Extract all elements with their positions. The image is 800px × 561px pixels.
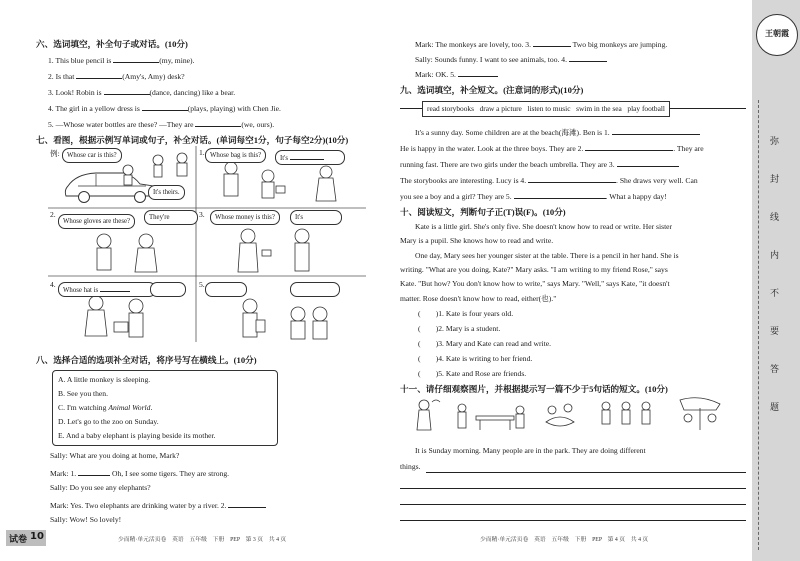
- dialogue-line-1: Sally: What are you doing at home, Mark?: [50, 451, 180, 460]
- q4-bubble-answer[interactable]: [150, 282, 186, 297]
- section-6-title: 六、选词填空，补全句子或对话。(10分): [36, 39, 188, 49]
- q5-number: 5.: [199, 280, 205, 289]
- s11-prompt-line-2: things.: [400, 462, 421, 471]
- s6-item-3: 3. Look! Robin is (dance, dancing) like a bear.: [48, 88, 236, 97]
- q1-number: 1.: [199, 148, 205, 157]
- writing-line-1[interactable]: [426, 472, 746, 473]
- s9-line-1: It's a sunny day. Some children are at the beach(海滩). Ben is 1.: [415, 126, 700, 138]
- right-footer: 少而精·单元活页卷 英语 五年级 下册 PEP 第 4 页 共 4 页: [480, 537, 649, 543]
- seal-sidebar: [752, 0, 800, 561]
- q1-bubble-answer[interactable]: It's: [275, 150, 345, 165]
- s10-para-1: Kate is a little girl. She's only five. She doesn't know how to read or write. Her sister: [415, 222, 673, 231]
- logo-seal: 王朝霞: [756, 14, 798, 56]
- example-label: 例:: [50, 149, 60, 158]
- dialogue-line-7: Sally: Sounds funny. I want to see animals, too. 4.: [415, 53, 607, 64]
- s10-para-2: Mary is a pupil. She knows how to read and write.: [400, 236, 554, 245]
- section-11-title: 十一、请仔细观察图片，并根据提示写一篇不少于5句话的短文。(10分): [400, 384, 668, 394]
- car-illustration: [65, 173, 157, 203]
- seal-dashed-line: [758, 100, 759, 550]
- writing-line-2[interactable]: [400, 488, 746, 489]
- s9-line-3: running fast. There are two girls under the beach umbrella. They are 3.: [400, 158, 679, 169]
- left-footer: 少而精·单元活页卷 英语 五年级 下册 PEP 第 3 页 共 4 页: [118, 537, 287, 543]
- answer-blank[interactable]: [612, 126, 700, 135]
- q5-bubble-answer[interactable]: [290, 282, 340, 297]
- answer-blank[interactable]: [113, 54, 159, 63]
- q2-bubble-answer[interactable]: They're: [144, 210, 198, 225]
- answer-blank[interactable]: [514, 190, 606, 199]
- s10-para-4: writing. "What are you doing, Kate?" Mary asks. "I am writing to my friend Rose," says: [400, 265, 668, 274]
- tf-item-4[interactable]: ( )4. Kate is writing to her friend.: [418, 354, 533, 363]
- s9-line-2: He is happy in the water. Look at the three boys. They are 2. . They are: [400, 144, 704, 153]
- q1-bubble-question: Whose bag is this?: [205, 148, 266, 163]
- q3-bubble-question: Whose money is this?: [210, 210, 280, 225]
- word-option-1: read storybooks draw a picture listen to music swim in the sea play football: [422, 101, 670, 117]
- q2-bubble-question: Whose gloves are these?: [58, 214, 135, 229]
- section-8-title: 八、选择合适的选项补全对话，将序号写在横线上。(10分): [36, 355, 257, 365]
- s9-line-5: you see a boy and a girl? They are 5. . What a happy day!: [400, 192, 667, 201]
- q2-number: 2.: [50, 210, 56, 219]
- q3-number: 3.: [199, 210, 205, 219]
- tf-item-3[interactable]: ( )3. Mary and Kate can read and write.: [418, 339, 552, 348]
- answer-blank[interactable]: [528, 174, 616, 183]
- tf-item-5[interactable]: ( )5. Kate and Rose are friends.: [418, 369, 527, 378]
- s10-para-6: matter. Rose doesn't know how to read, either(也).": [400, 294, 557, 303]
- section-10-title: 十、阅读短文，判断句子正(T)误(F)。(10分): [400, 207, 566, 217]
- right-page: [400, 0, 752, 561]
- answer-blank[interactable]: [569, 53, 607, 62]
- seal-char-5: 不: [770, 289, 780, 299]
- answer-blank[interactable]: [228, 499, 266, 508]
- option-d: D. Let's go to the zoo on Sunday.: [58, 417, 159, 426]
- panel4-people: [85, 296, 143, 337]
- dialogue-line-5: Sally: Wow! So lovely!: [50, 515, 122, 524]
- dialogue-line-6: Mark: The monkeys are lovely, too. 3. Two big monkeys are jumping.: [415, 40, 668, 49]
- example-bubble-answer: It's theirs.: [148, 185, 185, 200]
- s10-para-3: One day, Mary sees her younger sister at the table. There is a pencil in her hand. She is: [415, 251, 679, 260]
- tf-item-1[interactable]: ( )1. Kate is four years old.: [418, 309, 514, 318]
- dialogue-line-8: Mark: OK. 5.: [415, 68, 498, 79]
- q3-bubble-answer[interactable]: It's: [290, 210, 342, 225]
- dialogue-line-2: Mark: 1. Oh, I see some tigers. They are strong.: [50, 469, 230, 478]
- answer-blank[interactable]: [195, 118, 241, 127]
- s6-item-5: 5. —Whose water bottles are these? —They are (we, ours).: [48, 120, 275, 129]
- option-b: B. See you then.: [58, 389, 108, 398]
- paper-badge: 试卷 10: [6, 530, 46, 546]
- dialogue-line-3: Sally: Do you see any elephants?: [50, 483, 151, 492]
- answer-blank[interactable]: [533, 38, 571, 47]
- seal-char-8: 题: [770, 403, 780, 413]
- writing-line-4[interactable]: [400, 520, 746, 521]
- answer-blank[interactable]: [617, 158, 679, 167]
- example-bubble-question: Whose car is this?: [62, 148, 122, 163]
- s6-item-2: 2. Is that (Amy's, Amy) desk?: [48, 72, 185, 81]
- seal-char-3: 线: [770, 213, 780, 223]
- seal-char-6: 要: [770, 327, 780, 337]
- answer-blank[interactable]: [76, 70, 122, 79]
- s9-line-4: The storybooks are interesting. Lucy is 4. . She draws very well. Can: [400, 176, 698, 185]
- seal-char-4: 内: [770, 251, 780, 261]
- seal-char-1: 弥: [770, 137, 780, 147]
- picture-grid-lines: [36, 146, 396, 346]
- dialogue-line-4: Mark: Yes. Two elephants are drinking water by a river. 2.: [50, 499, 266, 510]
- panel3-people: [238, 229, 309, 272]
- section-9-title: 九、选词填空，补全短文。(注意词的形式)(10分): [400, 85, 584, 95]
- park-scene-illustrations: [410, 396, 750, 438]
- q4-bubble-question[interactable]: Whose hat is: [58, 282, 156, 297]
- option-c: C. I'm watching Animal World.: [58, 403, 153, 412]
- answer-blank[interactable]: [142, 102, 188, 111]
- q4-number: 4.: [50, 280, 56, 289]
- seal-char-7: 答: [770, 365, 780, 375]
- answer-blank[interactable]: [585, 142, 673, 151]
- q5-bubble-question[interactable]: [205, 282, 247, 297]
- answer-blank[interactable]: [78, 467, 110, 476]
- s10-para-5: Kate. "But how? You don't know how to write," says Mary. "Well," says Kate, "it doesn't: [400, 279, 670, 288]
- panel2-people: [97, 234, 157, 272]
- option-a: A. A little monkey is sleeping.: [58, 375, 151, 384]
- section-7-title: 七、看图，根据示例写单词或句子，补全对话。(单词每空1分，句子每空2分)(10分): [36, 135, 349, 145]
- s11-prompt-line-1: It is Sunday morning. Many people are in the park. They are doing different: [415, 446, 646, 455]
- seal-char-2: 封: [770, 175, 780, 185]
- panel1-people: [224, 162, 336, 201]
- answer-blank[interactable]: [104, 86, 150, 95]
- s6-item-1: 1. This blue pencil is (my, mine).: [48, 56, 195, 65]
- tf-item-2[interactable]: ( )2. Mary is a student.: [418, 324, 501, 333]
- answer-blank[interactable]: [458, 68, 498, 77]
- s6-item-4: 4. The girl in a yellow dress is (plays, playing) with Chen Jie.: [48, 104, 281, 113]
- option-e: E. And a baby elephant is playing beside its mother.: [58, 431, 216, 440]
- panel5-people: [243, 299, 327, 339]
- writing-line-3[interactable]: [400, 504, 746, 505]
